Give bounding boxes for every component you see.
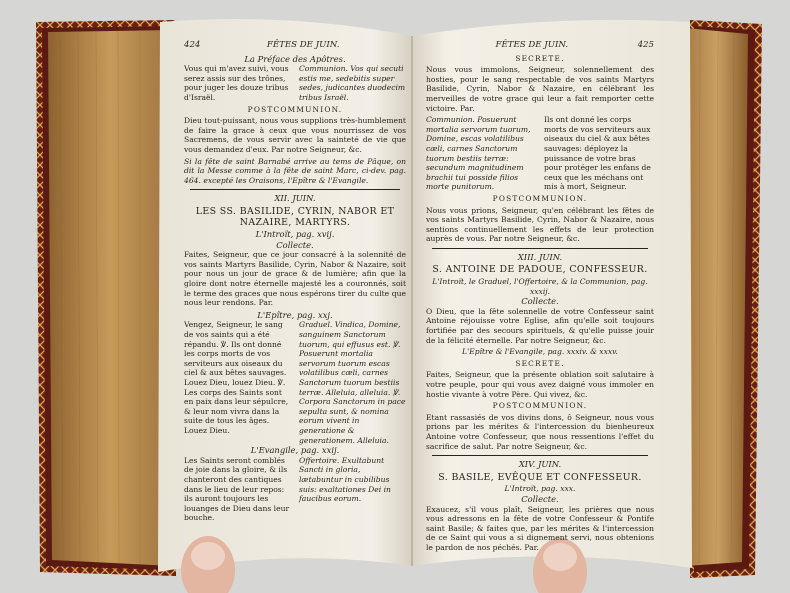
section-heading-right: XIII. JUIN. bbox=[517, 251, 563, 262]
section-heading-left: XII. JUIN. bbox=[274, 193, 316, 204]
section2-heading: XIV. JUIN. bbox=[518, 459, 562, 470]
collecte-heading-right: Collecte. bbox=[521, 296, 559, 307]
secrete-heading: SECRETE. bbox=[515, 53, 565, 63]
postcommunion-text-right: Nous vous prions, Seigneur, qu'en célébrant les fêtes de vos saints Martyrs Basilide, Cyrin, Nabor & Nazaire, nous sentions continuellement les effets de leur protection auprès de vous. Par notre Seigneur, &c. bbox=[426, 205, 654, 244]
evangile-left: L'Evangile, pag. xxij. bbox=[250, 445, 340, 456]
secrete2-heading: SECRETE. bbox=[515, 358, 565, 368]
communion-latin: Communion. Posuerunt mortalia servorum tuorum, Domine, escas volatilibus cæli, carnes Sanctorum tuorum bestiis terræ: secundum magnitudinem brachii tui posside filios morte punitorum. bbox=[426, 115, 531, 192]
running-head-left: FÊTES DE JUIN. bbox=[266, 40, 340, 50]
secrete2-text: Faites, Seigneur, que la présente oblation soit salutaire à votre peuple, pour qui vous avez daigné vous immoler en hostie vivante à votre Père. Qui vivez, &c. bbox=[426, 370, 654, 399]
preface-french: Vous qui m'avez suivi, vous serez assis sur des trônes, pour juger les douze tribus d'Israël. bbox=[184, 64, 289, 102]
postcommunion2-text: Etant rassasiés de vos divins dons, ô Seigneur, nous vous prions par les mérites & l'intercession du bienheureux Antoine votre Confesseur, que nous ressentions l'effet du sacrifice de salut. Par notre Seigneur, &c. bbox=[426, 412, 654, 451]
introit2: L'Introït, pag. xxx. bbox=[504, 484, 576, 494]
preface-latin: Communion. Vos qui secuti estis me, sedebitis super sedes, judicantes duodecim tribus Israël. bbox=[299, 64, 406, 102]
epitre-evangile: L'Epître & l'Evangile, pag. xxxiv. & xxxv. bbox=[462, 347, 618, 357]
page-number-left: 424 bbox=[184, 40, 201, 50]
section-rule bbox=[190, 189, 400, 190]
offertoire-latin: Offertoire. Exultabunt Sancti in gloria, lætabuntur in cubilibus suis: exaltationes Dei in faucibus eorum. bbox=[299, 455, 391, 504]
collecte-text-left: Faites, Seigneur, que ce jour consacré à la solennité de vos saints Martyrs Basilide, Cyrin, Nabor & Nazaire, soit pour nous un jour de grace & de lumière; afin que la gloire dont notre éternelle majesté les a couronnés, soit le terme des graces que nous espérons tirer du culte que nous leur rendons. Par. bbox=[184, 250, 406, 308]
postcommunion-heading-left: POSTCOMMUNION. bbox=[247, 104, 343, 114]
introit-right: L'Introït, le Graduel, l'Offertoire, & la Communion, pag. xxxij. bbox=[432, 277, 648, 296]
left-page-text bbox=[184, 40, 406, 540]
preface-title: La Préface des Apôtres. bbox=[244, 53, 346, 64]
collecte-heading-left: Collecte. bbox=[276, 239, 314, 250]
postcommunion-heading-right: POSTCOMMUNION. bbox=[492, 193, 588, 203]
introit-left: L'Introït, pag. xvij. bbox=[255, 229, 335, 240]
section-rule-right-2 bbox=[432, 455, 648, 456]
postcommunion2-heading: POSTCOMMUNION. bbox=[492, 401, 588, 411]
communion-french: Ils ont donné les corps morts de vos serviteurs aux oiseaux du ciel & aux bêtes sauvages: déployez la puissance de votre bras pour protéger les enfans de ceux que les méchans ont mis à mort, Seigneur. bbox=[544, 115, 651, 192]
graduel-french: Vengez, Seigneur, le sang de vos saints qui a été répandu. ℣. Ils ont donné les corps morts de vos serviteurs aux oiseaux du ciel & aux bêtes sauvages. Louez Dieu, louez Dieu. ℣. Les corps des Saints sont en paix dans leur sépulcre, & leur nom vivra dans la suite de tous les âges. Louez Dieu. bbox=[184, 320, 289, 435]
collecte2-heading: Collecte. bbox=[521, 493, 559, 504]
running-head-right: FÊTES DE JUIN. bbox=[495, 40, 569, 50]
collecte2-text: Exaucez, s'il vous plaît, Seigneur, les prières que nous vous adressons en la fête de votre Confesseur & Pontife saint Basile; & faites que, par les mérites & l'intercession de ce Saint qui vous a si dignement servi, nous obtenions le pardon de nos péchés. Par. bbox=[426, 504, 654, 552]
right-page-text bbox=[426, 40, 654, 552]
collecte-text-right: O Dieu, que la fête solennelle de votre Confesseur saint Antoine réjouisse votre Eglise, afin qu'elle soit toujours fortifiée par des secours spirituels, & qu'elle puisse jouir de la félicité éternelle. Par notre Seigneur, &c. bbox=[426, 306, 654, 345]
secrete-text: Nous vous immolons, Seigneur, solennellement des hosties, pour le sang respectable de vos saints Martyrs Basilide, Cyrin, Nabor & Nazaire, en célébrant les merveilles de votre grace qui leur a fait remporter cette victoire. Par. bbox=[426, 65, 654, 113]
rubric-note: Si la fête de saint Barnabé arrive au tems de Pâque, on dit la Messe comme à la fête de saint Marc, ci-dev. pag. 464. excepté les Oraisons, l'Epître & l'Evangile. bbox=[184, 156, 406, 185]
saint2-title: S. BASILE, EVÊQUE ET CONFESSEUR. bbox=[438, 471, 642, 483]
saints-title: LES SS. BASILIDE, CYRIN, NABOR ET NAZAIRE, MARTYRS. bbox=[195, 205, 395, 228]
section-rule-right bbox=[432, 248, 648, 249]
page-number-right: 425 bbox=[637, 40, 654, 50]
offertoire-french: Les Saints seront comblés de joie dans la gloire, & ils chanteront des cantiques dans le lieu de leur repos: ils auront toujours les louanges de Dieu dans leur bouche. bbox=[184, 455, 290, 523]
saint-title: S. ANTOINE DE PADOUE, CONFESSEUR. bbox=[432, 264, 648, 276]
graduel-latin: Graduel. Vindica, Domine, sanguinem Sanctorum tuorum, qui effusus est. ℣. Posuerunt mortalia servorum tuorum escas volatilibus cæli, carnes Sanctorum tuorum bestiis terræ. Alleluia, alleluia. ℣. Corpora Sanctorum in pace sepulta sunt, & nomina eorum vivent in generatione & generationem. Alleluia. bbox=[299, 320, 406, 445]
epitre-left: L'Epître, pag. xxj. bbox=[257, 309, 333, 320]
left-gilt-edge bbox=[48, 30, 172, 566]
postcommunion-text-left: Dieu tout-puissant, nous vous supplions très-humblement de faire la grace à ceux que vous nourrissez de vos Sacremens, de vous servir avec la sainteté de vie que vous demandez d'eux. Par notre Seigneur, &c. bbox=[184, 116, 406, 154]
